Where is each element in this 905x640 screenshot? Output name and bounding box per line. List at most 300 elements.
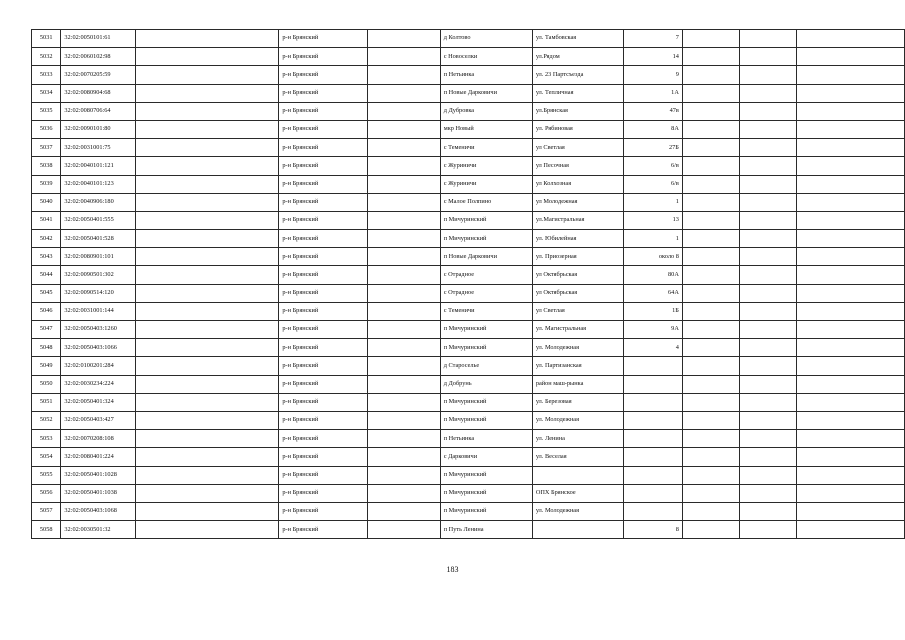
table-row [32, 521, 905, 539]
table-row [32, 48, 905, 66]
locality-cell: п Мичуринский [440, 502, 532, 520]
empty-cell [682, 66, 739, 84]
cadastral-number-cell: 32:02:0090514:120 [61, 284, 136, 302]
house-number-cell [623, 375, 682, 393]
cadastral-number-cell: 32:02:0100201:284 [61, 357, 136, 375]
empty-cell [796, 357, 904, 375]
empty-cell [796, 193, 904, 211]
empty-cell [682, 211, 739, 229]
empty-cell [796, 521, 904, 539]
district-cell: р-н Брянский [279, 211, 367, 229]
table-row [32, 411, 905, 429]
locality-cell: мкр Новый [440, 120, 532, 138]
house-number-cell: 9 [623, 66, 682, 84]
street-cell [532, 466, 623, 484]
house-number-cell [623, 448, 682, 466]
empty-cell [739, 266, 796, 284]
row-number-cell: 5056 [32, 484, 61, 502]
house-number-cell: около 8 [623, 248, 682, 266]
empty-cell [796, 230, 904, 248]
empty-cell [796, 411, 904, 429]
district-cell: р-н Брянский [279, 502, 367, 520]
property-register-table [31, 29, 905, 539]
empty-cell [367, 521, 440, 539]
locality-cell: п Нетьинка [440, 430, 532, 448]
empty-cell [682, 102, 739, 120]
empty-cell [796, 339, 904, 357]
street-cell: ул.Магистральная [532, 211, 623, 229]
district-cell: р-н Брянский [279, 139, 367, 157]
empty-cell [796, 211, 904, 229]
empty-cell [796, 48, 904, 66]
house-number-cell [623, 430, 682, 448]
street-cell: ул. Тамбовская [532, 30, 623, 48]
house-number-cell: 8А [623, 120, 682, 138]
locality-cell: с Журиничи [440, 175, 532, 193]
empty-cell [682, 502, 739, 520]
street-cell: ул Светлая [532, 139, 623, 157]
empty-cell [796, 266, 904, 284]
cadastral-number-cell: 32:02:0070205:59 [61, 66, 136, 84]
table-row [32, 175, 905, 193]
district-cell: р-н Брянский [279, 448, 367, 466]
row-number-cell: 5051 [32, 393, 61, 411]
house-number-cell: 80А [623, 266, 682, 284]
empty-cell [739, 302, 796, 320]
empty-cell [682, 339, 739, 357]
empty-cell [796, 448, 904, 466]
locality-cell: п Мичуринский [440, 211, 532, 229]
locality-cell: с Малое Полпино [440, 193, 532, 211]
empty-cell [739, 357, 796, 375]
empty-cell [682, 48, 739, 66]
cadastral-number-cell: 32:02:0031001:75 [61, 139, 136, 157]
empty-cell [739, 284, 796, 302]
locality-cell: п Нетьинка [440, 66, 532, 84]
empty-cell [136, 521, 279, 539]
row-number-cell: 5033 [32, 66, 61, 84]
cadastral-number-cell: 32:02:0080901:101 [61, 248, 136, 266]
row-number-cell: 5042 [32, 230, 61, 248]
empty-cell [136, 321, 279, 339]
table-row [32, 284, 905, 302]
empty-cell [739, 375, 796, 393]
empty-cell [739, 393, 796, 411]
cadastral-number-cell: 32:02:0050403:1066 [61, 339, 136, 357]
locality-cell: с Журиничи [440, 157, 532, 175]
cadastral-number-cell: 32:02:0040101:123 [61, 175, 136, 193]
empty-cell [682, 84, 739, 102]
street-cell: ул Октябрьская [532, 284, 623, 302]
district-cell: р-н Брянский [279, 284, 367, 302]
empty-cell [367, 357, 440, 375]
district-cell: р-н Брянский [279, 321, 367, 339]
empty-cell [796, 375, 904, 393]
table-row [32, 211, 905, 229]
empty-cell [136, 339, 279, 357]
empty-cell [367, 193, 440, 211]
empty-cell [136, 284, 279, 302]
row-number-cell: 5037 [32, 139, 61, 157]
empty-cell [682, 466, 739, 484]
district-cell: р-н Брянский [279, 102, 367, 120]
empty-cell [367, 448, 440, 466]
street-cell: ОПХ Брянское [532, 484, 623, 502]
empty-cell [682, 230, 739, 248]
empty-cell [136, 484, 279, 502]
empty-cell [136, 448, 279, 466]
street-cell: ул. Молодежная [532, 411, 623, 429]
row-number-cell: 5057 [32, 502, 61, 520]
locality-cell: п Мичуринский [440, 411, 532, 429]
empty-cell [367, 66, 440, 84]
locality-cell: п Мичуринский [440, 339, 532, 357]
street-cell: ул. Рябиновая [532, 120, 623, 138]
street-cell: ул. Приозерная [532, 248, 623, 266]
row-number-cell: 5040 [32, 193, 61, 211]
empty-cell [682, 430, 739, 448]
house-number-cell [623, 411, 682, 429]
empty-cell [682, 120, 739, 138]
table-row [32, 339, 905, 357]
empty-cell [739, 48, 796, 66]
district-cell: р-н Брянский [279, 48, 367, 66]
empty-cell [367, 266, 440, 284]
empty-cell [739, 102, 796, 120]
house-number-cell: 64А [623, 284, 682, 302]
table-row [32, 448, 905, 466]
empty-cell [796, 84, 904, 102]
empty-cell [682, 521, 739, 539]
house-number-cell: 14 [623, 48, 682, 66]
empty-cell [367, 248, 440, 266]
empty-cell [739, 248, 796, 266]
cadastral-number-cell: 32:02:0070208:108 [61, 430, 136, 448]
district-cell: р-н Брянский [279, 484, 367, 502]
district-cell: р-н Брянский [279, 248, 367, 266]
empty-cell [796, 175, 904, 193]
empty-cell [739, 157, 796, 175]
empty-cell [739, 120, 796, 138]
empty-cell [796, 66, 904, 84]
row-number-cell: 5043 [32, 248, 61, 266]
empty-cell [136, 84, 279, 102]
empty-cell [796, 120, 904, 138]
street-cell: ул. Березовая [532, 393, 623, 411]
row-number-cell: 5035 [32, 102, 61, 120]
row-number-cell: 5050 [32, 375, 61, 393]
empty-cell [136, 230, 279, 248]
empty-cell [136, 466, 279, 484]
empty-cell [367, 30, 440, 48]
district-cell: р-н Брянский [279, 266, 367, 284]
row-number-cell: 5047 [32, 321, 61, 339]
house-number-cell: 9А [623, 321, 682, 339]
empty-cell [136, 175, 279, 193]
locality-cell: п Путь Ленина [440, 521, 532, 539]
empty-cell [367, 211, 440, 229]
cadastral-number-cell: 32:02:0031001:144 [61, 302, 136, 320]
cadastral-number-cell: 32:02:0050401:555 [61, 211, 136, 229]
table-row [32, 120, 905, 138]
empty-cell [739, 339, 796, 357]
empty-cell [796, 502, 904, 520]
cadastral-number-cell: 32:02:0080706:64 [61, 102, 136, 120]
street-cell: ул. Магистральная [532, 321, 623, 339]
empty-cell [136, 211, 279, 229]
row-number-cell: 5045 [32, 284, 61, 302]
row-number-cell: 5053 [32, 430, 61, 448]
empty-cell [682, 248, 739, 266]
empty-cell [136, 375, 279, 393]
empty-cell [682, 393, 739, 411]
district-cell: р-н Брянский [279, 175, 367, 193]
table-row [32, 321, 905, 339]
row-number-cell: 5039 [32, 175, 61, 193]
empty-cell [682, 157, 739, 175]
page-number: 183 [446, 565, 459, 574]
street-cell: ул. Молодежная [532, 339, 623, 357]
district-cell: р-н Брянский [279, 357, 367, 375]
house-number-cell: 6/в [623, 157, 682, 175]
empty-cell [796, 157, 904, 175]
empty-cell [367, 430, 440, 448]
locality-cell: п Мичуринский [440, 484, 532, 502]
empty-cell [136, 120, 279, 138]
row-number-cell: 5034 [32, 84, 61, 102]
table-row [32, 157, 905, 175]
empty-cell [739, 448, 796, 466]
house-number-cell: 47в [623, 102, 682, 120]
empty-cell [739, 521, 796, 539]
locality-cell: д Дубровка [440, 102, 532, 120]
cadastral-number-cell: 32:02:0080904:68 [61, 84, 136, 102]
cadastral-number-cell: 32:02:0040906:180 [61, 193, 136, 211]
table-row [32, 193, 905, 211]
district-cell: р-н Брянский [279, 120, 367, 138]
locality-cell: п Мичуринский [440, 393, 532, 411]
street-cell [532, 521, 623, 539]
empty-cell [367, 230, 440, 248]
empty-cell [367, 284, 440, 302]
locality-cell: с Теменичи [440, 302, 532, 320]
locality-cell: с Новоселки [440, 48, 532, 66]
street-cell: ул.Рядом [532, 48, 623, 66]
cadastral-number-cell: 32:02:0040101:121 [61, 157, 136, 175]
empty-cell [136, 66, 279, 84]
district-cell: р-н Брянский [279, 302, 367, 320]
empty-cell [739, 193, 796, 211]
district-cell: р-н Брянский [279, 66, 367, 84]
house-number-cell [623, 484, 682, 502]
empty-cell [739, 502, 796, 520]
district-cell: р-н Брянский [279, 430, 367, 448]
empty-cell [367, 102, 440, 120]
cadastral-number-cell: 32:02:0050403:1068 [61, 502, 136, 520]
empty-cell [739, 411, 796, 429]
district-cell: р-н Брянский [279, 339, 367, 357]
empty-cell [367, 321, 440, 339]
locality-cell: д Колтово [440, 30, 532, 48]
table-row [32, 484, 905, 502]
house-number-cell: 1Б [623, 302, 682, 320]
street-cell: ул Октябрьская [532, 266, 623, 284]
house-number-cell [623, 393, 682, 411]
empty-cell [682, 448, 739, 466]
table-row [32, 266, 905, 284]
empty-cell [796, 321, 904, 339]
empty-cell [796, 466, 904, 484]
house-number-cell [623, 502, 682, 520]
empty-cell [367, 339, 440, 357]
row-number-cell: 5041 [32, 211, 61, 229]
empty-cell [136, 139, 279, 157]
empty-cell [136, 193, 279, 211]
district-cell: р-н Брянский [279, 230, 367, 248]
row-number-cell: 5032 [32, 48, 61, 66]
street-cell: ул. 23 Партсъезда [532, 66, 623, 84]
empty-cell [682, 139, 739, 157]
locality-cell: с Дарковичи [440, 448, 532, 466]
district-cell: р-н Брянский [279, 193, 367, 211]
empty-cell [367, 502, 440, 520]
empty-cell [136, 266, 279, 284]
street-cell: ул Светлая [532, 302, 623, 320]
empty-cell [739, 321, 796, 339]
locality-cell: п Мичуринский [440, 230, 532, 248]
empty-cell [136, 357, 279, 375]
empty-cell [367, 484, 440, 502]
empty-cell [739, 84, 796, 102]
empty-cell [367, 48, 440, 66]
locality-cell: п Мичуринский [440, 466, 532, 484]
empty-cell [367, 393, 440, 411]
empty-cell [739, 66, 796, 84]
empty-cell [739, 30, 796, 48]
table-row [32, 466, 905, 484]
empty-cell [136, 430, 279, 448]
house-number-cell: 1 [623, 193, 682, 211]
cadastral-number-cell: 32:02:0050403:1260 [61, 321, 136, 339]
empty-cell [796, 302, 904, 320]
house-number-cell: 8 [623, 521, 682, 539]
street-cell: ул. Ленина [532, 430, 623, 448]
empty-cell [739, 230, 796, 248]
street-cell: ул. Молодежная [532, 502, 623, 520]
empty-cell [136, 502, 279, 520]
house-number-cell: 27Б [623, 139, 682, 157]
empty-cell [367, 302, 440, 320]
district-cell: р-н Брянский [279, 411, 367, 429]
row-number-cell: 5046 [32, 302, 61, 320]
empty-cell [367, 84, 440, 102]
empty-cell [136, 102, 279, 120]
table-row [32, 302, 905, 320]
row-number-cell: 5055 [32, 466, 61, 484]
cadastral-number-cell: 32:02:0050401:324 [61, 393, 136, 411]
register-table-body [32, 30, 905, 539]
table-row [32, 502, 905, 520]
row-number-cell: 5058 [32, 521, 61, 539]
row-number-cell: 5044 [32, 266, 61, 284]
district-cell: р-н Брянский [279, 84, 367, 102]
empty-cell [739, 211, 796, 229]
empty-cell [796, 393, 904, 411]
house-number-cell [623, 466, 682, 484]
house-number-cell: 4 [623, 339, 682, 357]
table-row [32, 357, 905, 375]
house-number-cell [623, 357, 682, 375]
table-row [32, 102, 905, 120]
empty-cell [682, 357, 739, 375]
street-cell: ул Колхозная [532, 175, 623, 193]
empty-cell [367, 466, 440, 484]
table-row [32, 430, 905, 448]
empty-cell [367, 157, 440, 175]
empty-cell [682, 266, 739, 284]
district-cell: р-н Брянский [279, 30, 367, 48]
empty-cell [136, 30, 279, 48]
locality-cell: с Отрадное [440, 284, 532, 302]
locality-cell: п Новые Дарковичи [440, 248, 532, 266]
house-number-cell: 1А [623, 84, 682, 102]
empty-cell [739, 175, 796, 193]
street-cell: район маш-рынка [532, 375, 623, 393]
cadastral-number-cell: 32:02:0050401:528 [61, 230, 136, 248]
district-cell: р-н Брянский [279, 157, 367, 175]
empty-cell [682, 30, 739, 48]
house-number-cell: 1 [623, 230, 682, 248]
empty-cell [136, 248, 279, 266]
locality-cell: с Отрадное [440, 266, 532, 284]
house-number-cell: 13 [623, 211, 682, 229]
row-number-cell: 5048 [32, 339, 61, 357]
empty-cell [136, 48, 279, 66]
empty-cell [136, 302, 279, 320]
empty-cell [796, 248, 904, 266]
street-cell: ул. Веселая [532, 448, 623, 466]
street-cell: ул. Тепличная [532, 84, 623, 102]
locality-cell: с Теменичи [440, 139, 532, 157]
cadastral-number-cell: 32:02:0050403:427 [61, 411, 136, 429]
street-cell: ул. Юбилейная [532, 230, 623, 248]
row-number-cell: 5038 [32, 157, 61, 175]
empty-cell [739, 430, 796, 448]
row-number-cell: 5054 [32, 448, 61, 466]
empty-cell [136, 393, 279, 411]
empty-cell [367, 375, 440, 393]
empty-cell [796, 284, 904, 302]
empty-cell [682, 484, 739, 502]
district-cell: р-н Брянский [279, 521, 367, 539]
empty-cell [682, 284, 739, 302]
locality-cell: п Новые Дарковичи [440, 84, 532, 102]
locality-cell: д Добрунь [440, 375, 532, 393]
empty-cell [682, 302, 739, 320]
empty-cell [367, 139, 440, 157]
empty-cell [367, 175, 440, 193]
row-number-cell: 5036 [32, 120, 61, 138]
empty-cell [136, 411, 279, 429]
district-cell: р-н Брянский [279, 466, 367, 484]
table-row [32, 248, 905, 266]
street-cell: ул.Брянская [532, 102, 623, 120]
empty-cell [739, 484, 796, 502]
empty-cell [682, 175, 739, 193]
district-cell: р-н Брянский [279, 375, 367, 393]
empty-cell [796, 484, 904, 502]
cadastral-number-cell: 32:02:0090501:302 [61, 266, 136, 284]
